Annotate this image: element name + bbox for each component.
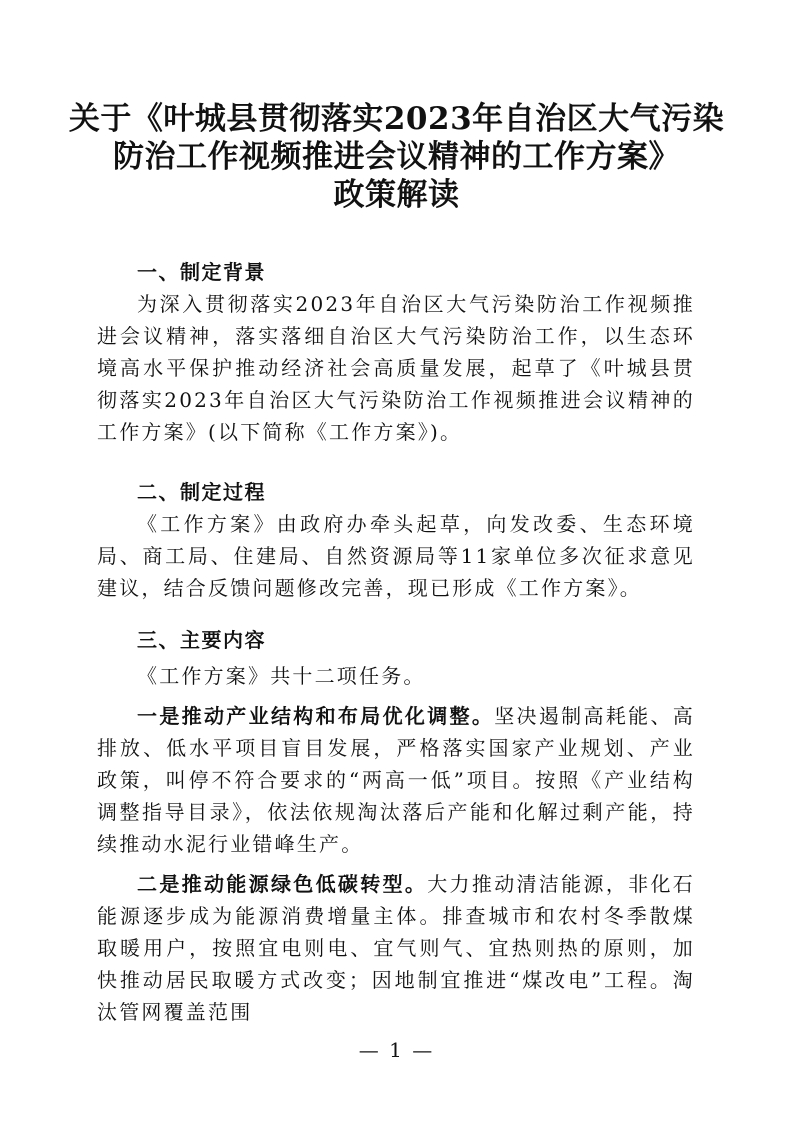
paragraph-process: 《工作方案》由政府办牵头起草，向发改委、生态环境局、商工局、住建局、自然资源局等11家单位多次征求意见建议，结合反馈问题修改完善，现已形成《工作方案》。	[97, 512, 695, 600]
paragraph-content-intro: 《工作方案》共十二项任务。	[137, 664, 426, 688]
section-content-text	[97, 660, 695, 1028]
section-background-text	[97, 288, 695, 448]
task-1-lead: 一是推动产业结构和布局优化调整。	[137, 704, 495, 728]
task-2-text: 大力推动清洁能源，非化石能源逐步成为能源消费增量主体。排查城市和农村冬季散煤取暖用户，按照宜电则电、宜气则气、宜热则热的原则，加快推动居民取暖方式改变；因地制宜推进“煤改电”工程。淘汰管网覆盖范围	[97, 872, 695, 1024]
document-title-line-1: 关于《叶城县贯彻落实2023年自治区大气污染	[68, 101, 725, 137]
task-1-text: 坚决遏制高耗能、高排放、低水平项目盲目发展，严格落实国家产业规划、产业政策，叫停不符合要求的“两高一低”项目。按照《产业结构调整指导目录》，依法依规淘汰落后产能和化解过剩产能，持续推动水泥行业错峰生产。	[97, 704, 695, 856]
document-title-line-3: 政策解读	[333, 177, 460, 213]
paragraph-task-1	[97, 700, 695, 860]
section-heading-process: 二、制定过程	[137, 480, 266, 504]
task-2-lead: 二是推动能源绿色低碳转型。	[137, 872, 428, 896]
page-number: — 1 —	[358, 1038, 435, 1062]
section-heading-content: 三、主要内容	[137, 628, 266, 652]
section-process-text	[97, 508, 695, 604]
paragraph-background: 为深入贯彻落实2023年自治区大气污染防治工作视频推进会议精神，落实落细自治区大气污染防治工作，以生态环境高水平保护推动经济社会高质量发展，起草了《叶城县贯彻落实2023年自治区大气污染防治工作视频推进会议精神的工作方案》(以下简称《工作方案》)。	[97, 292, 695, 444]
document-title-line-2: 防治工作视频推进会议精神的工作方案》	[113, 139, 680, 175]
section-heading-background: 一、制定背景	[137, 260, 266, 284]
paragraph-task-2	[97, 868, 695, 1028]
